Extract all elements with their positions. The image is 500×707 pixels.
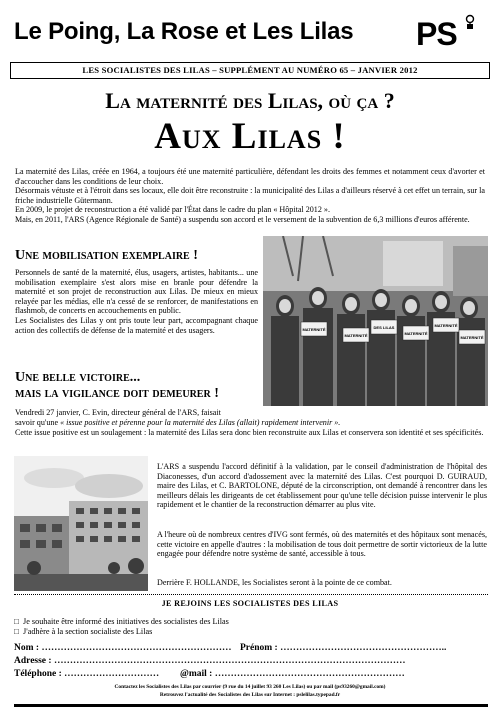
form-title: JE REJOINS LES SOCIALISTES DES LILAS [161,599,339,608]
headline-question: La maternité des Lilas, où ça ? [105,88,395,113]
section1-paragraph: Personnels de santé de la maternité, élus, usagers, artistes, habitants... une mobilisation exemplaire s'est alors mise en branle pour défendre la maternité et son projet de reconstruction aux Lilas. De mieux en mieux relayée par les médias, elle n'a cessé de se renforcer, de manifestations en flashmob, de concerts en accouchements en public. [15,268,258,316]
checkbox-icon[interactable]: □ [14,627,19,636]
section2-intro [15,408,258,418]
footer-website: Retrouvez l'actualité des Socialistes des Lilas sur Internet : pslelilas.typepad.fr [159,692,341,698]
nom-input[interactable]: …………………………………………………… [41,643,232,653]
protest-sign: DES LILAS [373,325,395,330]
adresse-input[interactable]: ………………………………………………………………………………………………… [53,656,406,666]
section2-date-line: Vendredi 27 janvier, C. Evin, directeur général de l'ARS, faisait [15,408,221,417]
headline-answer: Aux Lilas ! [154,116,346,157]
section1-title: Une mobilisation exemplaire ! [15,248,198,263]
protest-sign: MATERNITÉ [344,333,368,338]
option-informed[interactable] [14,617,229,627]
mobilisation-photo [263,236,488,406]
prenom-input[interactable]: …………………………………………….. [280,643,447,653]
section2-title-line2: mais la vigilance doit demeurer ! [15,386,219,401]
intro-paragraph: La maternité des Lilas, créée en 1964, a toujours été une maternité particulière, défendant les droits des femmes et notamment ceux d'avorter et d'accoucher dans les conditions de leur choix. [15,167,485,186]
protest-sign: MATERNITÉ [434,323,458,328]
adresse-label: Adresse : [14,656,52,666]
section2-title-line1: Une belle victoire... [15,370,141,385]
section2-quote-line [15,418,485,428]
section2-hollande: Derrière F. HOLLANDE, les Socialistes seront à la pointe de ce combat. [157,578,392,587]
ps-logo [416,14,482,50]
intro-paragraph: Désormais vétuste et à l'étroit dans ses locaux, elle doit être reconstruite : la municipalité des Lilas a d'ailleurs réservé à cet effet un terrain, sur la friche industrielle Gütermann. [15,186,485,205]
section1-text [15,268,258,335]
section2-relief: Cette issue positive est un soulagement : la maternité des Lilas sera donc bien reconstruite aux Lilas et conservera son identité et ses spécificités. [15,428,484,437]
section1-paragraph: Les Socialistes des Lilas y ont pris toute leur part, accompagnant chaque action des collectifs de défense de la maternité et des usagers. [15,315,258,335]
telephone-field[interactable] [14,669,159,679]
group-photo-illustration [263,236,488,406]
option-informed-label: Je souhaite être informé des initiatives des socialistes des Lilas [23,617,229,626]
telephone-label: Téléphone : [14,669,62,679]
telephone-input[interactable]: ………………………… [64,669,160,679]
ars-quote: « issue positive et pérenne pour la maternité des Lilas (allait) rapidement intervenir ». [60,418,341,427]
adresse-field[interactable] [14,656,405,666]
section2-call-to-fight: A l'heure où de nombreux centres d'IVG sont fermés, où des maternités et des hôpitaux sont menacés, cette victoire en appelle d'autres : la mobilisation de tous doit permettre de sortir victorieux de la lutte engagée pour défendre notre système de santé, accessible à tous. [157,530,487,559]
mail-field[interactable] [180,669,405,679]
mail-input[interactable]: …………………………………………………… [214,669,405,679]
quote-prefix: savoir qu'une [15,418,61,427]
prenom-label: Prénom : [240,643,278,653]
ps-logo-text: PS [416,16,457,52]
checkbox-icon[interactable]: □ [14,617,19,626]
intro-paragraph: En 2009, le projet de reconstruction a été validé par l'État dans le cadre du plan « Hôpital 2012 ». [15,205,330,215]
protest-sign: MATERNITÉ [460,335,484,340]
nom-label: Nom : [14,643,40,653]
option-join[interactable] [14,627,152,637]
mail-label: @mail : [180,669,213,679]
nom-field[interactable] [14,643,231,653]
prenom-field[interactable] [240,643,446,653]
protest-sign: MATERNITÉ [404,331,428,336]
maternity-building-photo [14,456,148,591]
intro-paragraph: Mais, en 2011, l'ARS (Agence Régionale de Santé) a suspendu son accord et le versement de la subvention de 6,3 millions d'euros afférente. [15,214,470,224]
footer-contact: Contactez les Socialistes des Lilas par courrier (9 rue du 14 juillet 93 260 Les Lilas) ou par mail (ps93260@gmail.com) [114,684,386,690]
supplement-banner: LES SOCIALISTES DES LILAS – SUPPLÉMENT AU NUMÉRO 65 – JANVIER 2012 [10,62,490,79]
building-illustration [14,456,148,591]
section2-ars-decision: L'ARS a suspendu l'accord définitif à la validation, par le conseil d'administration de l'hôpital des Diaconesses, d'un accord d'adossement avec la maternité des Lilas. C'est pourquoi D. GUIRAUD, maire des Lilas, et C. BARTOLONE, député de la circonscription, ont demandé à rencontrer dans les meilleurs délais les dirigeants de cet établissement pour qu'une telle décision puisse intervenir le plus rapidement et le chantier de la reconstruction démarrer au plus vite. [157,462,487,510]
fist-rose-icon [461,14,479,34]
form-divider [14,594,488,595]
protest-sign: MATERNITÉ [302,327,326,332]
masthead-title: Le Poing, La Rose et Les Lilas [14,18,354,45]
option-join-label: J'adhère à la section socialiste des Lilas [23,627,153,636]
intro-text [15,167,485,225]
